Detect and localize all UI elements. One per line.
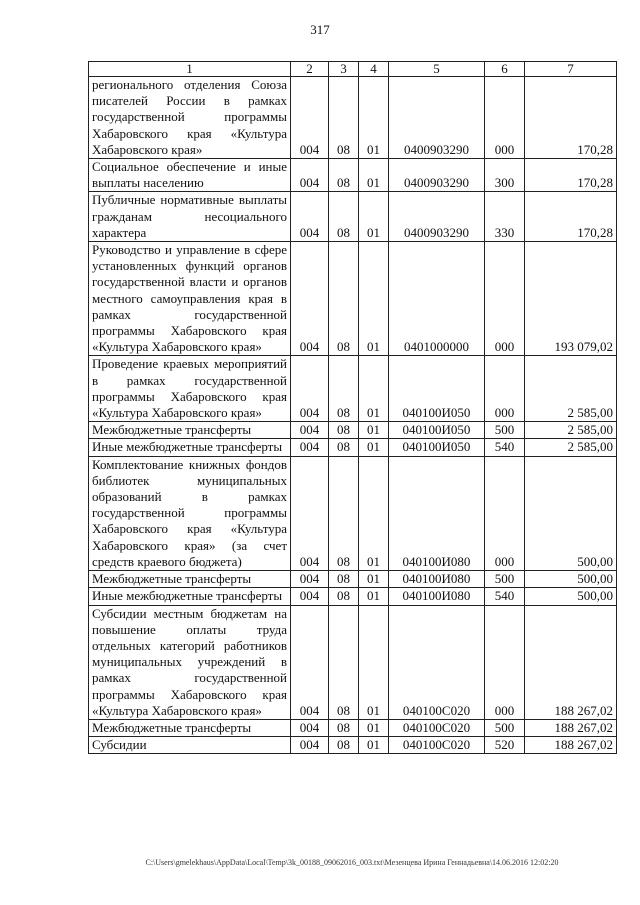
cell-section: 08 [329, 456, 359, 570]
cell-section: 08 [329, 242, 359, 356]
cell-amount: 170,28 [525, 77, 617, 159]
cell-amount: 2 585,00 [525, 356, 617, 422]
cell-subsection: 01 [359, 605, 389, 719]
cell-section: 08 [329, 439, 359, 456]
table-body [89, 77, 617, 754]
cell-target-article: 040100С020 [389, 605, 485, 719]
cell-amount: 170,28 [525, 192, 617, 242]
cell-admin-code: 004 [291, 571, 329, 588]
cell-name: Иные межбюджетные трансферты [89, 439, 291, 456]
cell-expense-type: 520 [485, 737, 525, 754]
column-header: 4 [359, 62, 389, 77]
cell-target-article: 040100И050 [389, 422, 485, 439]
cell-section: 08 [329, 737, 359, 754]
table-row [89, 77, 617, 159]
table-row [89, 159, 617, 192]
column-header: 5 [389, 62, 485, 77]
cell-target-article: 040100И080 [389, 571, 485, 588]
cell-subsection: 01 [359, 77, 389, 159]
cell-subsection: 01 [359, 571, 389, 588]
cell-amount: 188 267,02 [525, 605, 617, 719]
cell-section: 08 [329, 719, 359, 736]
cell-name: Проведение краевых мероприятий в рамках государственной программы Хабаровского края «Культура Хабаровского края» [89, 356, 291, 422]
cell-target-article: 040100И050 [389, 356, 485, 422]
cell-subsection: 01 [359, 159, 389, 192]
cell-admin-code: 004 [291, 422, 329, 439]
page-number: 317 [310, 22, 330, 37]
column-header: 6 [485, 62, 525, 77]
footer-file-path: C:\Users\gmelekhaus\AppData\Local\Temp\3k_00188_09062016_003.txt\Мезенцева Ирина Геннадьевна\14.06.2016 12:02:20 [145, 858, 559, 867]
cell-amount: 188 267,02 [525, 719, 617, 736]
cell-target-article: 040100С020 [389, 719, 485, 736]
cell-subsection: 01 [359, 719, 389, 736]
cell-name: Публичные нормативные выплаты гражданам несоциального характера [89, 192, 291, 242]
cell-name: Руководство и управление в сфере установленных функций органов государственной власти и органов местного самоуправления края в рамках государственной программы Хабаровского края «Культура Хабаровского края» [89, 242, 291, 356]
cell-admin-code: 004 [291, 192, 329, 242]
table-row [89, 719, 617, 736]
table-row [89, 356, 617, 422]
cell-admin-code: 004 [291, 456, 329, 570]
cell-amount: 170,28 [525, 159, 617, 192]
table-row [89, 242, 617, 356]
cell-section: 08 [329, 77, 359, 159]
cell-target-article: 0400903290 [389, 192, 485, 242]
cell-admin-code: 004 [291, 737, 329, 754]
cell-section: 08 [329, 356, 359, 422]
cell-admin-code: 004 [291, 356, 329, 422]
cell-expense-type: 000 [485, 242, 525, 356]
cell-subsection: 01 [359, 439, 389, 456]
cell-section: 08 [329, 571, 359, 588]
cell-target-article: 0400903290 [389, 77, 485, 159]
cell-name: Субсидии местным бюджетам на повышение оплаты труда отдельных категорий работников муниципальных учреждений в рамках государственной программы Хабаровского края «Культура Хабаровского края» [89, 605, 291, 719]
cell-admin-code: 004 [291, 159, 329, 192]
cell-section: 08 [329, 422, 359, 439]
cell-name: Межбюджетные трансферты [89, 571, 291, 588]
cell-expense-type: 300 [485, 159, 525, 192]
cell-name: Субсидии [89, 737, 291, 754]
cell-target-article: 040100И050 [389, 439, 485, 456]
column-header: 2 [291, 62, 329, 77]
cell-expense-type: 330 [485, 192, 525, 242]
column-header: 7 [525, 62, 617, 77]
table-row [89, 737, 617, 754]
cell-expense-type: 500 [485, 422, 525, 439]
table-header-row [89, 62, 617, 77]
cell-subsection: 01 [359, 356, 389, 422]
table-row [89, 605, 617, 719]
cell-amount: 193 079,02 [525, 242, 617, 356]
cell-expense-type: 540 [485, 588, 525, 605]
cell-admin-code: 004 [291, 77, 329, 159]
budget-table [88, 61, 617, 754]
cell-subsection: 01 [359, 588, 389, 605]
cell-expense-type: 000 [485, 456, 525, 570]
cell-admin-code: 004 [291, 588, 329, 605]
cell-name: Иные межбюджетные трансферты [89, 588, 291, 605]
cell-target-article: 0400903290 [389, 159, 485, 192]
cell-section: 08 [329, 192, 359, 242]
cell-amount: 188 267,02 [525, 737, 617, 754]
cell-admin-code: 004 [291, 719, 329, 736]
cell-subsection: 01 [359, 737, 389, 754]
table-row [89, 588, 617, 605]
cell-name: Комплектование книжных фондов библиотек муниципальных образований в рамках государственной программы Хабаровского края «Культура Хабаровского края» (за счет средств краевого бюджета) [89, 456, 291, 570]
cell-amount: 500,00 [525, 456, 617, 570]
cell-name: Социальное обеспечение и иные выплаты населению [89, 159, 291, 192]
cell-section: 08 [329, 605, 359, 719]
cell-admin-code: 004 [291, 605, 329, 719]
cell-amount: 2 585,00 [525, 422, 617, 439]
cell-amount: 500,00 [525, 588, 617, 605]
column-header: 1 [89, 62, 291, 77]
table-row [89, 571, 617, 588]
cell-subsection: 01 [359, 456, 389, 570]
column-header: 3 [329, 62, 359, 77]
cell-expense-type: 540 [485, 439, 525, 456]
table-row [89, 192, 617, 242]
cell-name: Межбюджетные трансферты [89, 422, 291, 439]
table-row [89, 422, 617, 439]
cell-subsection: 01 [359, 422, 389, 439]
cell-amount: 500,00 [525, 571, 617, 588]
cell-target-article: 040100И080 [389, 588, 485, 605]
cell-expense-type: 500 [485, 719, 525, 736]
cell-subsection: 01 [359, 192, 389, 242]
cell-target-article: 040100С020 [389, 737, 485, 754]
cell-section: 08 [329, 159, 359, 192]
cell-expense-type: 000 [485, 605, 525, 719]
table-row [89, 456, 617, 570]
cell-expense-type: 000 [485, 356, 525, 422]
cell-name: регионального отделения Союза писателей России в рамках государственной программы Хабаровского края «Культура Хабаровского края» [89, 77, 291, 159]
cell-target-article: 0401000000 [389, 242, 485, 356]
cell-expense-type: 000 [485, 77, 525, 159]
table-row [89, 439, 617, 456]
cell-admin-code: 004 [291, 439, 329, 456]
cell-admin-code: 004 [291, 242, 329, 356]
cell-expense-type: 500 [485, 571, 525, 588]
cell-section: 08 [329, 588, 359, 605]
cell-name: Межбюджетные трансферты [89, 719, 291, 736]
cell-target-article: 040100И080 [389, 456, 485, 570]
cell-subsection: 01 [359, 242, 389, 356]
cell-amount: 2 585,00 [525, 439, 617, 456]
